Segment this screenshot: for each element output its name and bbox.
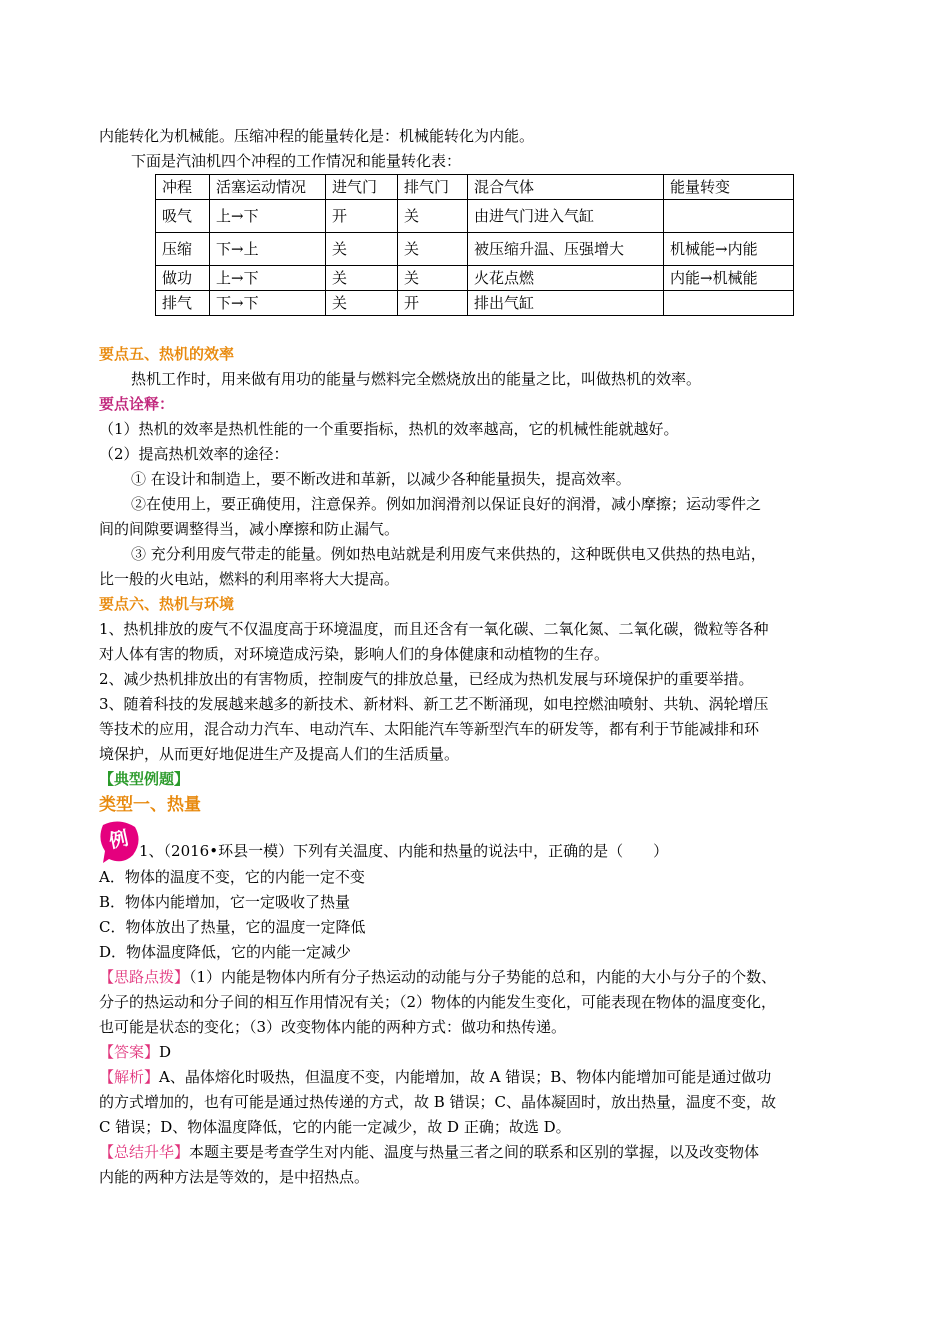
summary-line-2: 内能的两种方法是等效的，是中招热点。 [99, 1168, 370, 1186]
example-question: 1、（2016•环县一模）下列有关温度、内能和热量的说法中，正确的是（ ） [139, 842, 669, 860]
section5-note-1: （1）热机的效率是热机性能的一个重要指标，热机的效率越高，它的机械性能就越好。 [99, 420, 679, 438]
table-cell: 吸气 [156, 200, 210, 233]
section6-item-2: 2、减少热机排放出的有害物质，控制废气的排放总量，已经成为热机发展与环境保护的重要举措。 [99, 670, 754, 688]
type1-title: 类型一、热量 [99, 795, 201, 815]
table-cell: 排气 [156, 291, 210, 316]
table-row [156, 291, 794, 316]
section5-way-2a: ②在使用上，要正确使用，注意保养。例如加润滑剂以保证良好的润滑，减小摩擦；运动零件之 [131, 495, 762, 513]
example-badge-icon [99, 819, 141, 863]
table-header-cell: 混合气体 [468, 175, 664, 200]
section5-definition: 热机工作时，用来做有用功的能量与燃料完全燃烧放出的能量之比，叫做热机的效率。 [131, 370, 702, 388]
table-cell [664, 291, 794, 316]
table-row [156, 233, 794, 266]
section6-title: 要点六、热机与环境 [99, 595, 235, 613]
table-row [156, 200, 794, 233]
section6-item-1b: 对人体有害的物质，对环境造成污染，影响人们的身体健康和动植物的生存。 [99, 645, 610, 663]
section6-item-3c: 境保护，从而更好地促进生产及提高人们的生活质量。 [99, 745, 460, 763]
section5-way-1: ① 在设计和制造上，要不断改进和革新，以减少各种能量损失，提高效率。 [131, 470, 631, 488]
table-cell: 内能→机械能 [664, 266, 794, 291]
section5-note-2: （2）提高热机效率的途径： [99, 445, 289, 463]
section6-item-3a: 3、随着科技的发展越来越多的新技术、新材料、新工艺不断涌现，如电控燃油喷射、共轨、涡轮增压 [99, 695, 769, 713]
intro-line-2: 下面是汽油机四个冲程的工作情况和能量转化表： [131, 152, 462, 170]
table-header-cell: 冲程 [156, 175, 210, 200]
section5-way-3b: 比一般的火电站，燃料的利用率将大大提高。 [99, 570, 400, 588]
table-cell: 开 [398, 291, 468, 316]
table-header-cell: 排气门 [398, 175, 468, 200]
analysis-line-3: C 错误；D、物体温度降低，它的内能一定减少，故 D 正确；故选 D。 [99, 1118, 571, 1136]
table-cell: 关 [398, 200, 468, 233]
analysis-line-1 [99, 1065, 859, 1090]
table-cell: 关 [326, 266, 398, 291]
table-cell: 上→下 [210, 200, 326, 233]
hint-tag: 【思路点拨】 [99, 968, 190, 986]
table-cell: 关 [326, 291, 398, 316]
table-cell [664, 200, 794, 233]
hint-line-1 [99, 965, 859, 990]
answer-line [99, 1040, 859, 1065]
section6-item-3b: 等技术的应用，混合动力汽车、电动汽车、太阳能汽车等新型汽车的研发等，都有利于节能减排和环 [99, 720, 760, 738]
table-cell: 被压缩升温、压强增大 [468, 233, 664, 266]
option-c: C．物体放出了热量，它的温度一定降低 [99, 918, 366, 936]
table-row [156, 266, 794, 291]
section5-notes-title: 要点诠释： [99, 395, 175, 413]
hint-text-a: （1）内能是物体内所有分子热运动的动能与分子势能的总和，内能的大小与分子的个数、 [189, 968, 777, 986]
analysis-text-a: A、晶体熔化时吸热，但温度不变，内能增加，故 A 错误；B、物体内能增加可能是通过做功 [159, 1068, 772, 1086]
summary-text-a: 本题主要是考查学生对内能、温度与热量三者之间的联系和区别的掌握，以及改变物体 [189, 1143, 760, 1161]
hint-line-3: 也可能是状态的变化；（3）改变物体内能的两种方式：做功和热传递。 [99, 1018, 567, 1036]
table-header-row [156, 175, 794, 200]
table-cell: 关 [398, 233, 468, 266]
example-question-row [99, 819, 859, 865]
table-cell: 做功 [156, 266, 210, 291]
option-d: D．物体温度降低，它的内能一定减少 [99, 943, 352, 961]
table-cell: 排出气缸 [468, 291, 664, 316]
table-cell: 关 [326, 233, 398, 266]
table-cell: 关 [398, 266, 468, 291]
answer-tag: 【答案】 [99, 1043, 160, 1061]
examples-title: 【典型例题】 [99, 770, 190, 788]
analysis-line-2: 的方式增加的，也有可能是通过热传递的方式，故 B 错误；C、晶体凝固时，放出热量，温度不变，故 [99, 1093, 777, 1111]
section5-way-2b: 间的间隙要调整得当，减小摩擦和防止漏气。 [99, 520, 400, 538]
section5-way-3a: ③ 充分利用废气带走的能量。例如热电站就是利用废气来供热的，这种既供电又供热的热电站， [131, 545, 766, 563]
table-cell: 火花点燃 [468, 266, 664, 291]
option-b: B．物体内能增加，它一定吸收了热量 [99, 893, 351, 911]
table-cell: 由进气门进入气缸 [468, 200, 664, 233]
example-badge-label: 例 [107, 827, 131, 853]
summary-tag: 【总结升华】 [99, 1143, 190, 1161]
document-page [99, 124, 859, 1190]
table-cell: 开 [326, 200, 398, 233]
analysis-tag: 【解析】 [99, 1068, 160, 1086]
table-cell: 压缩 [156, 233, 210, 266]
section5-title: 要点五、热机的效率 [99, 345, 235, 363]
answer-value: D [159, 1043, 172, 1061]
table-header-cell: 活塞运动情况 [210, 175, 326, 200]
intro-line-1: 内能转化为机械能。压缩冲程的能量转化是：机械能转化为内能。 [99, 127, 535, 145]
table-header-cell: 能量转变 [664, 175, 794, 200]
table-cell: 下→上 [210, 233, 326, 266]
table-cell: 上→下 [210, 266, 326, 291]
section6-item-1a: 1、热机排放的废气不仅温度高于环境温度，而且还含有一氧化碳、二氧化氮、二氧化碳，微粒等各种 [99, 620, 769, 638]
table-cell: 下→下 [210, 291, 326, 316]
hint-line-2: 分子的热运动和分子间的相互作用情况有关；（2）物体的内能发生变化，可能表现在物体的温度变化， [99, 993, 777, 1011]
summary-line-1 [99, 1140, 859, 1165]
table-header-cell: 进气门 [326, 175, 398, 200]
table-cell: 机械能→内能 [664, 233, 794, 266]
stroke-table [155, 174, 794, 316]
option-a: A．物体的温度不变，它的内能一定不变 [99, 868, 365, 886]
